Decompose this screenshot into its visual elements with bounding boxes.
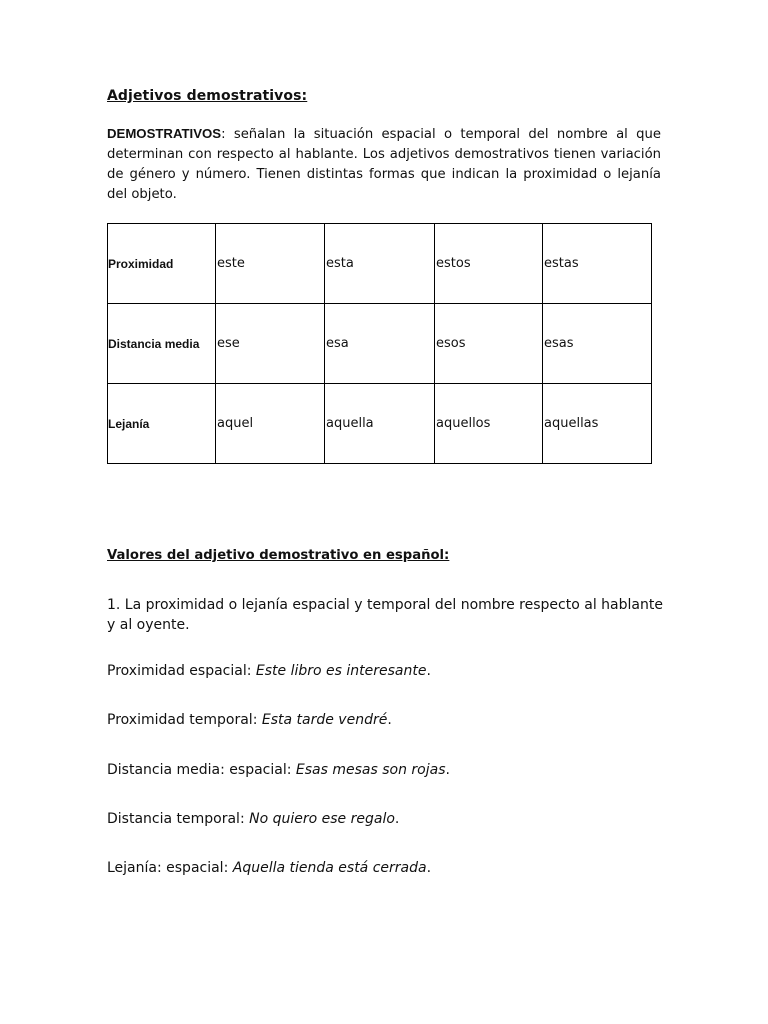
table-cell: estas	[543, 224, 652, 304]
row-label-lejania: Lejanía	[108, 384, 216, 464]
row-label-distancia-media: Distancia media	[108, 304, 216, 384]
example-sentence: No quiero ese regalo	[249, 811, 395, 827]
example-label: Distancia temporal:	[107, 811, 250, 827]
document-page	[107, 88, 663, 876]
table-row-proximidad	[108, 224, 652, 304]
intro-text: : señalan la situación espacial o temporal del nombre al que determinan con respecto al hablante. Los adjetivos demostrativos tienen variación de género y número. Tienen distintas formas que indican la proximidad o lejanía del objeto.	[107, 127, 661, 202]
example-period: .	[426, 860, 432, 876]
example-proximidad-temporal	[107, 712, 392, 728]
table-cell: ese	[216, 304, 325, 384]
table-row-distancia-media	[108, 304, 652, 384]
example-period: .	[394, 811, 400, 827]
table-cell: aquel	[216, 384, 325, 464]
example-distancia-temporal	[107, 811, 399, 827]
example-sentence: Esas mesas son rojas	[295, 762, 446, 778]
table-cell: aquellos	[435, 384, 543, 464]
example-sentence: Esta tarde vendré	[261, 712, 388, 728]
point-1: 1. La proximidad o lejanía espacial y temporal del nombre respecto al hablante y al oyente.	[107, 597, 663, 633]
values-heading: Valores del adjetivo demostrativo en español:	[107, 548, 450, 563]
example-label: Proximidad temporal:	[107, 712, 262, 728]
row-label-proximidad: Proximidad	[108, 224, 216, 304]
table-cell: aquellas	[543, 384, 652, 464]
example-lejania-espacial	[107, 860, 431, 876]
example-period: .	[426, 663, 431, 679]
example-period: .	[387, 712, 392, 728]
example-label: Distancia media: espacial:	[107, 762, 296, 778]
example-sentence: Este libro es interesante	[255, 663, 427, 679]
intro-paragraph	[107, 124, 661, 205]
table-cell: aquella	[325, 384, 435, 464]
example-period: .	[445, 762, 450, 778]
example-sentence: Aquella tienda está cerrada	[232, 860, 427, 876]
example-label: Proximidad espacial:	[107, 663, 256, 679]
table-row-lejania	[108, 384, 652, 464]
example-distancia-media-espacial	[107, 762, 450, 778]
page-title: Adjetivos demostrativos:	[107, 88, 308, 104]
table-cell: esa	[325, 304, 435, 384]
example-proximidad-espacial	[107, 663, 431, 679]
intro-lead-term: DEMOSTRATIVOS	[107, 126, 222, 141]
example-label: Lejanía: espacial:	[107, 860, 233, 876]
table-cell: esos	[435, 304, 543, 384]
table-cell: esta	[325, 224, 435, 304]
table-cell: este	[216, 224, 325, 304]
demonstratives-table	[107, 223, 652, 464]
table-cell: esas	[543, 304, 652, 384]
table-cell: estos	[435, 224, 543, 304]
